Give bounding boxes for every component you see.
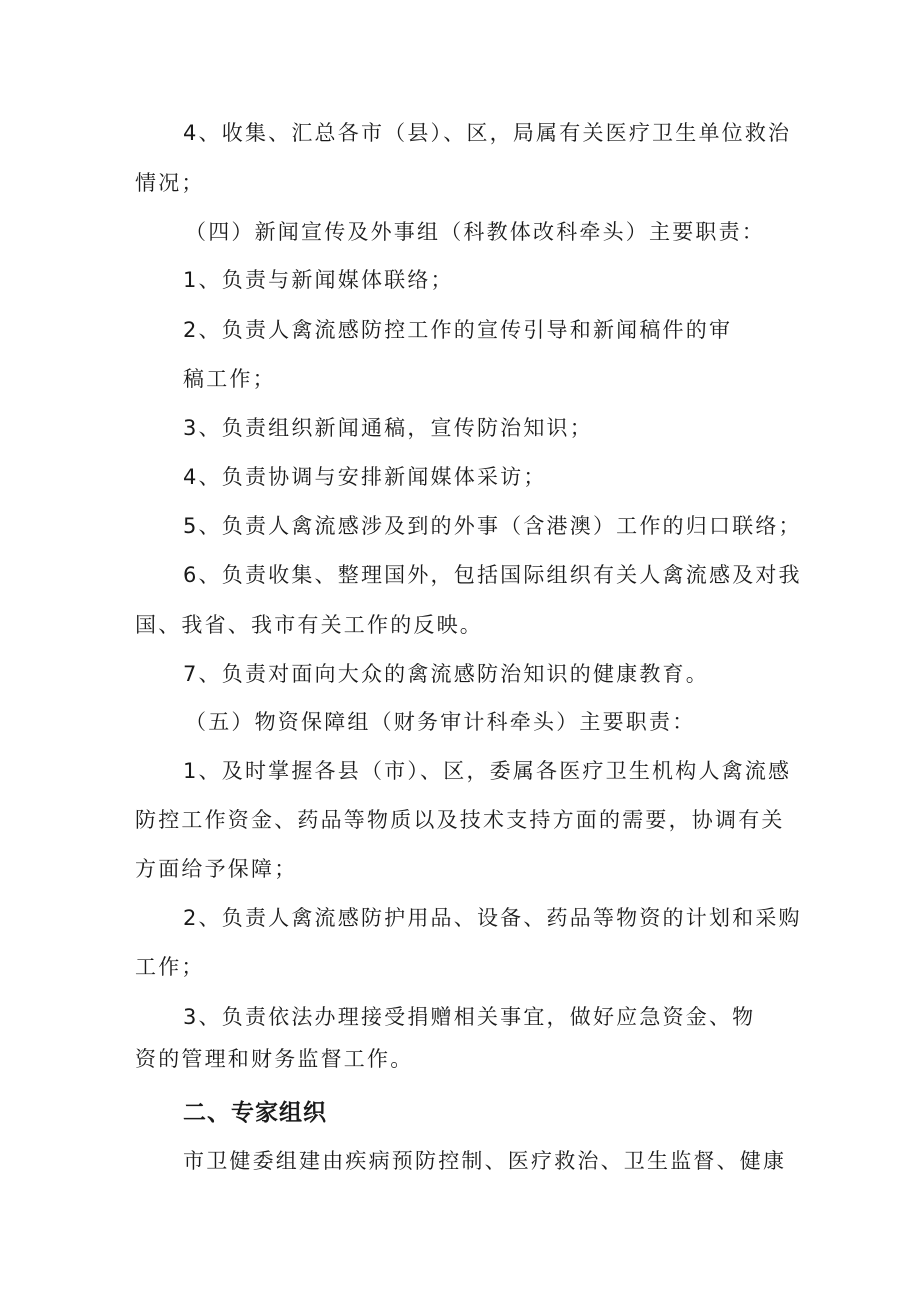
paragraph-line: 2、负责人禽流感防控工作的宣传引导和新闻稿件的审 xyxy=(183,318,733,342)
paragraph-line: 4、负责协调与安排新闻媒体采访； xyxy=(183,465,547,489)
paragraph-line: 工作； xyxy=(135,955,205,979)
paragraph-line: 方面给予保障； xyxy=(135,857,298,881)
paragraph-line: 1、负责与新闻媒体联络； xyxy=(183,268,454,292)
paragraph-line: 7、负责对面向大众的禽流感防治知识的健康教育。 xyxy=(183,662,709,686)
paragraph-line: 情况； xyxy=(135,171,205,195)
paragraph-line: 3、负责组织新闻通稿，宣传防治知识； xyxy=(183,416,593,440)
subsection-title: （四）新闻宣传及外事组（科教体改科牵头）主要职责： xyxy=(185,220,765,244)
paragraph-line: 市卫健委组建由疾病预防控制、医疗救治、卫生监督、健康 xyxy=(183,1149,787,1173)
paragraph-line: 6、负责收集、整理国外，包括国际组织有关人禽流感及对我 xyxy=(183,563,802,587)
paragraph-line: 防控工作资金、药品等物质以及技术支持方面的需要，协调有关 xyxy=(135,808,785,832)
paragraph-line: 资的管理和财务监督工作。 xyxy=(135,1047,414,1071)
paragraph-line: 国、我省、我市有关工作的反映。 xyxy=(135,613,483,637)
paragraph-line: 5、负责人禽流感涉及到的外事（含港澳）工作的归口联络； xyxy=(183,514,802,538)
paragraph-line: 1、及时掌握各县（市）、区，委属各医疗卫生机构人禽流感 xyxy=(183,759,792,783)
section-heading: 二、专家组织 xyxy=(183,1100,327,1126)
paragraph-line: 稿工作； xyxy=(183,367,276,391)
paragraph-line: 2、负责人禽流感防护用品、设备、药品等物资的计划和采购 xyxy=(183,906,802,930)
subsection-title: （五）物资保障组（财务审计科牵头）主要职责： xyxy=(185,710,696,734)
paragraph-line: 4、收集、汇总各市（县）、区，局属有关医疗卫生单位救治 xyxy=(183,121,792,145)
paragraph-line: 3、负责依法办理接受捐赠相关事宜，做好应急资金、物 xyxy=(183,1005,756,1029)
